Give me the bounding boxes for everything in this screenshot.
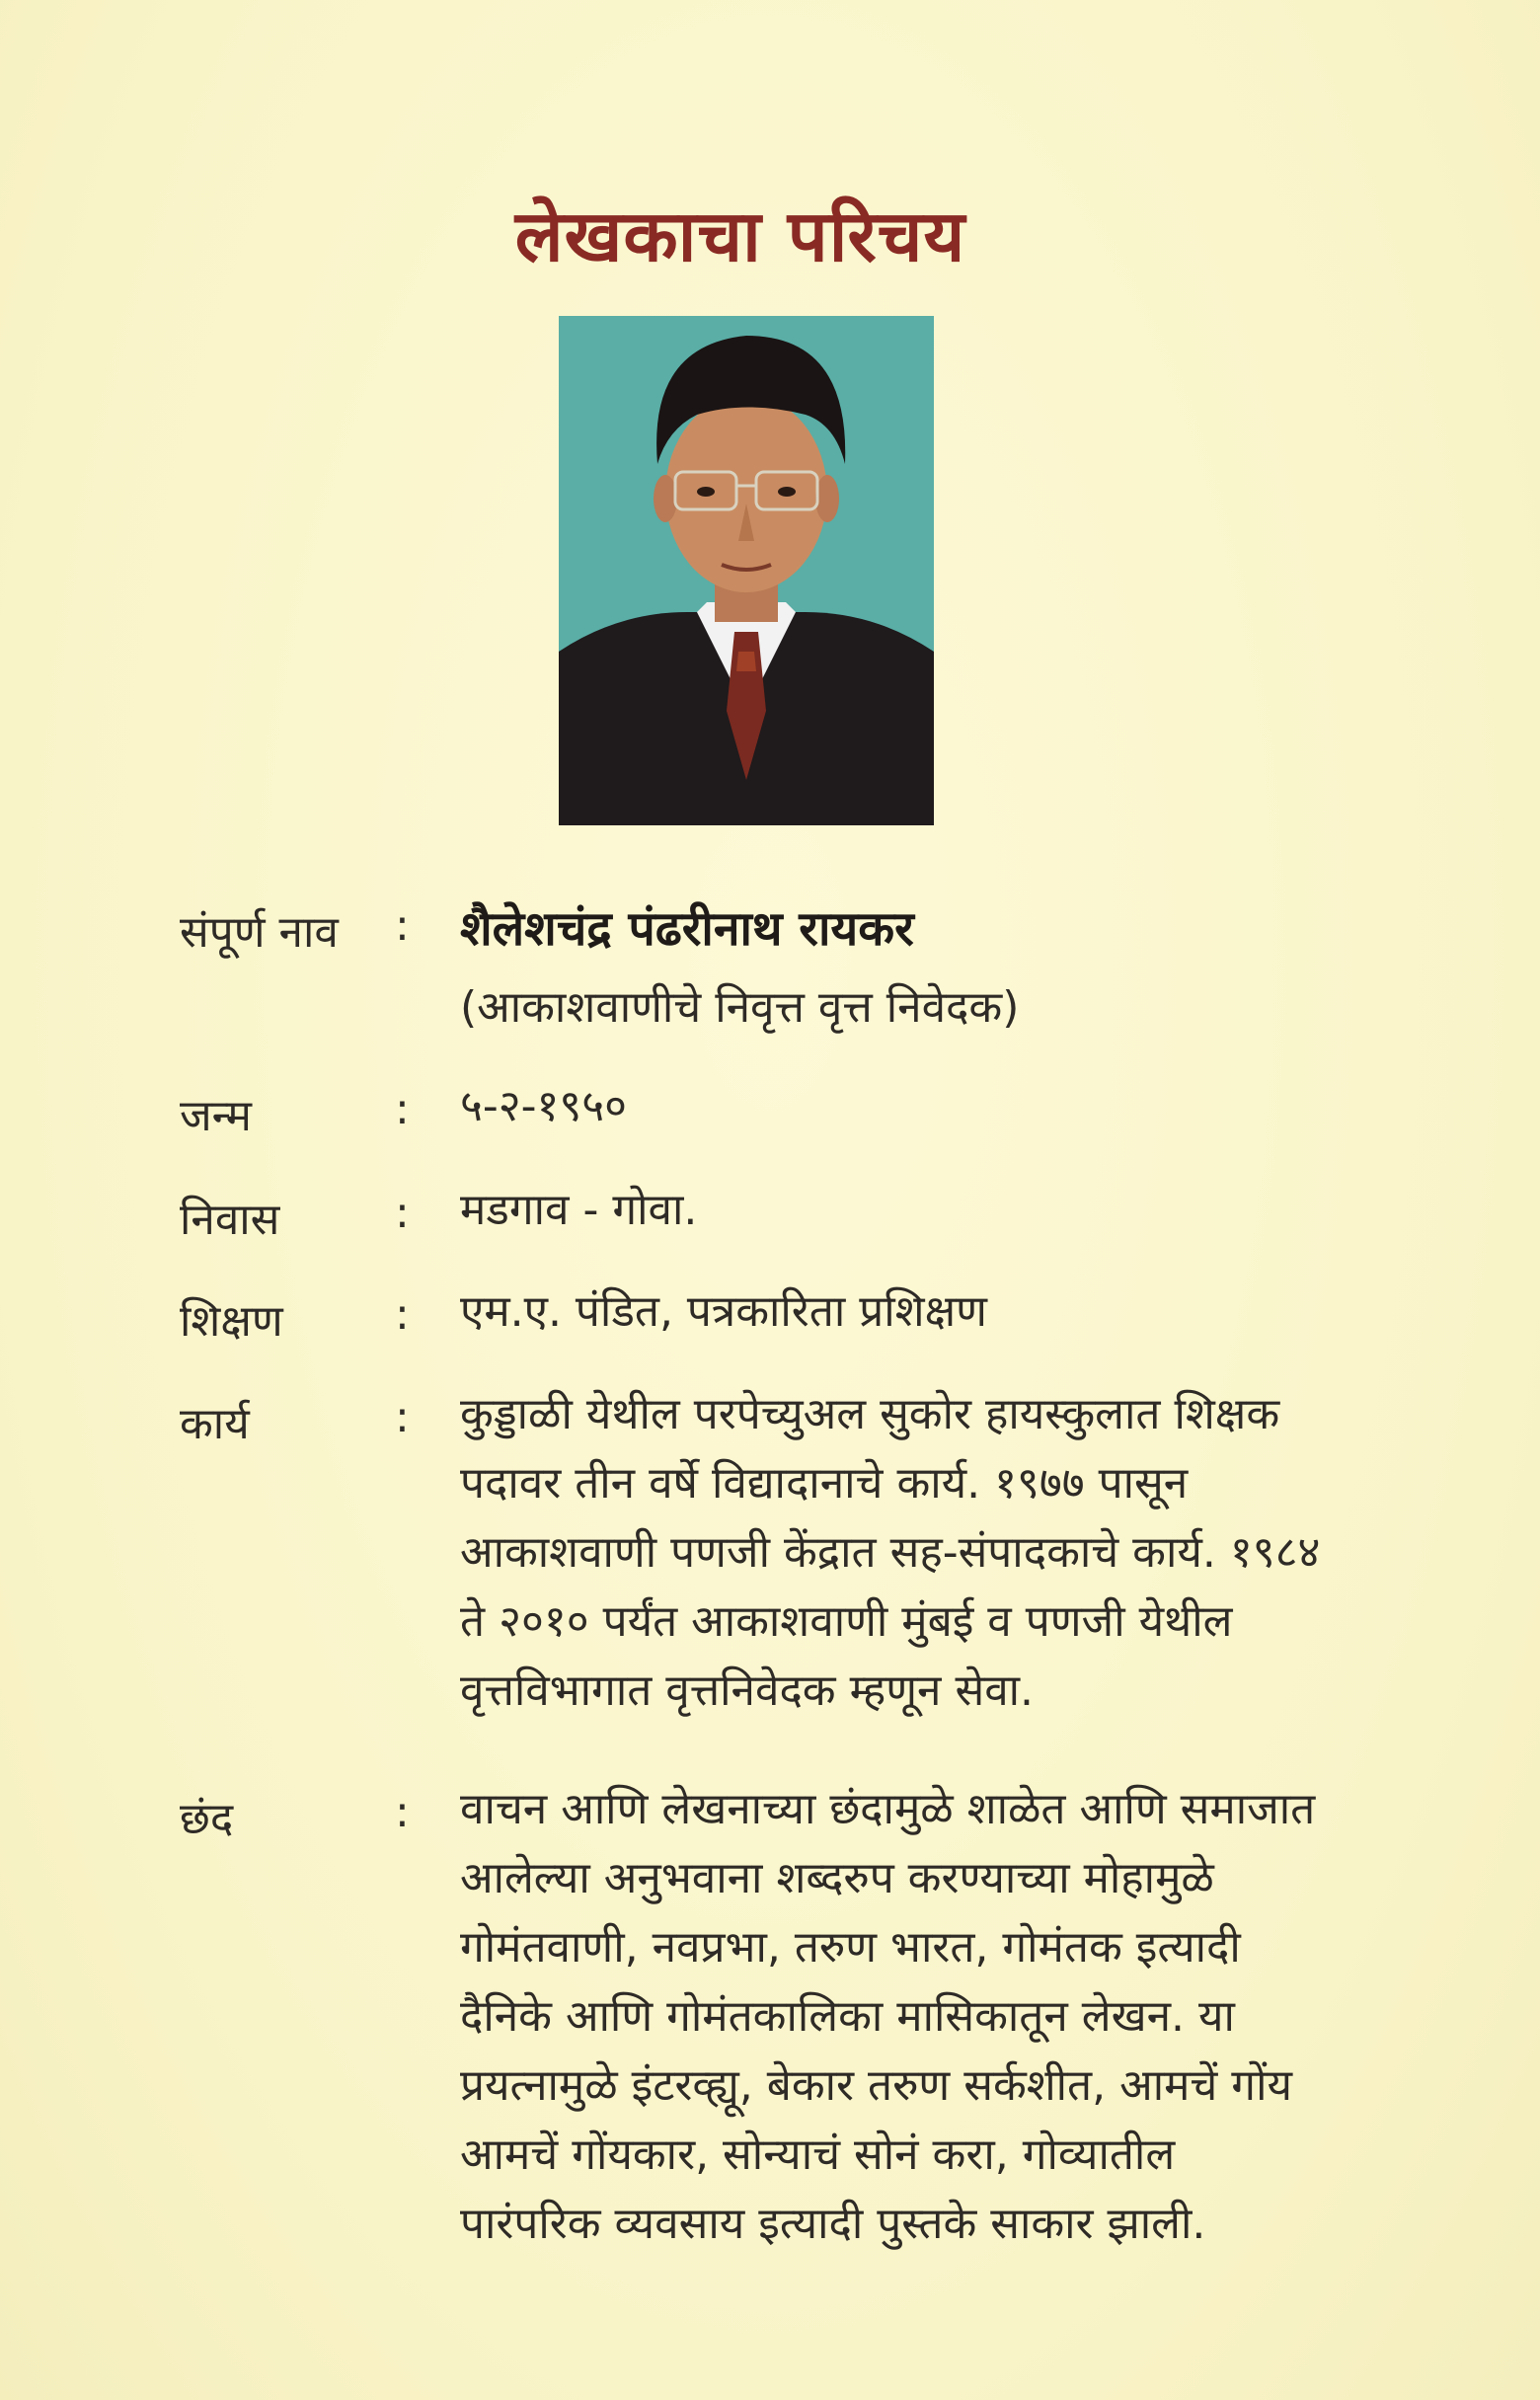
value-education [460,1277,1487,1347]
label-residence: निवास [180,1195,280,1245]
author-photo [559,316,934,825]
label-hobby: छंद [180,1794,234,1844]
colon: : [395,1188,410,1238]
colon: : [395,1392,410,1442]
hobby-line: पारंपरिक व्यवसाय इत्यादी पुस्तके साकार झाली. [460,2199,1206,2249]
value-name [460,894,1487,1043]
education-text: एम.ए. पंडित, पत्रकारिता प्रशिक्षण [460,1286,987,1337]
work-line: वृत्तविभागात वृत्तनिवेदक म्हणून सेवा. [460,1665,1035,1716]
hobby-line: गोमंतवाणी, नवप्रभा, तरुण भारत, गोमंतक इत्यादी [460,1922,1241,1973]
colon: : [395,1084,410,1134]
colon: : [395,1289,410,1340]
work-line: ते २०१० पर्यंत आकाशवाणी मुंबई व पणजी येथील [460,1596,1233,1647]
value-work [460,1380,1487,1726]
work-line: कुड्डाळी येथील परपेच्युअल सुकोर हायस्कुलात शिक्षक [460,1389,1280,1439]
author-designation: (आकाशवाणीचे निवृत्त वृत्त निवेदक) [460,982,1020,1033]
value-birth [460,1072,1487,1141]
label-name: संपूर्ण नाव [180,907,339,958]
work-line: पदावर तीन वर्षे विद्यादानाचे कार्य. १९७७ पासून [460,1458,1189,1509]
birth-date: ५-२-१९५० [460,1081,628,1131]
author-name: शैलेशचंद्र पंढरीनाथ रायकर [460,901,914,957]
colon: : [395,900,410,951]
label-work: कार्य [180,1399,250,1449]
value-hobby [460,1775,1487,2259]
hobby-line: आलेल्या अनुभवाना शब्दरुप करण्याच्या मोहामुळे [460,1853,1214,1903]
colon: : [395,1787,410,1837]
page-title: लेखकाचा परिचय [514,194,966,277]
hobby-line: आमचें गोंयकार, सोन्याचं सोनं करा, गोव्यातील [460,2129,1176,2180]
hobby-line: वाचन आणि लेखनाच्या छंदामुळे शाळेत आणि समाजात [460,1784,1316,1834]
label-education: शिक्षण [180,1296,283,1347]
label-birth: जन्म [180,1091,252,1141]
work-line: आकाशवाणी पणजी केंद्रात सह-संपादकाचे कार्य. १९८४ [460,1527,1321,1578]
hobby-line: दैनिके आणि गोमंतकालिका मासिकातून लेखन. या [460,1991,1235,2042]
value-residence [460,1176,1487,1245]
residence-text: मडगाव - गोवा. [460,1185,698,1235]
hobby-line: प्रयत्नामुळे इंटरव्ह्यू, बेकार तरुण सर्कशीत, आमचें गोंय [460,2060,1292,2111]
